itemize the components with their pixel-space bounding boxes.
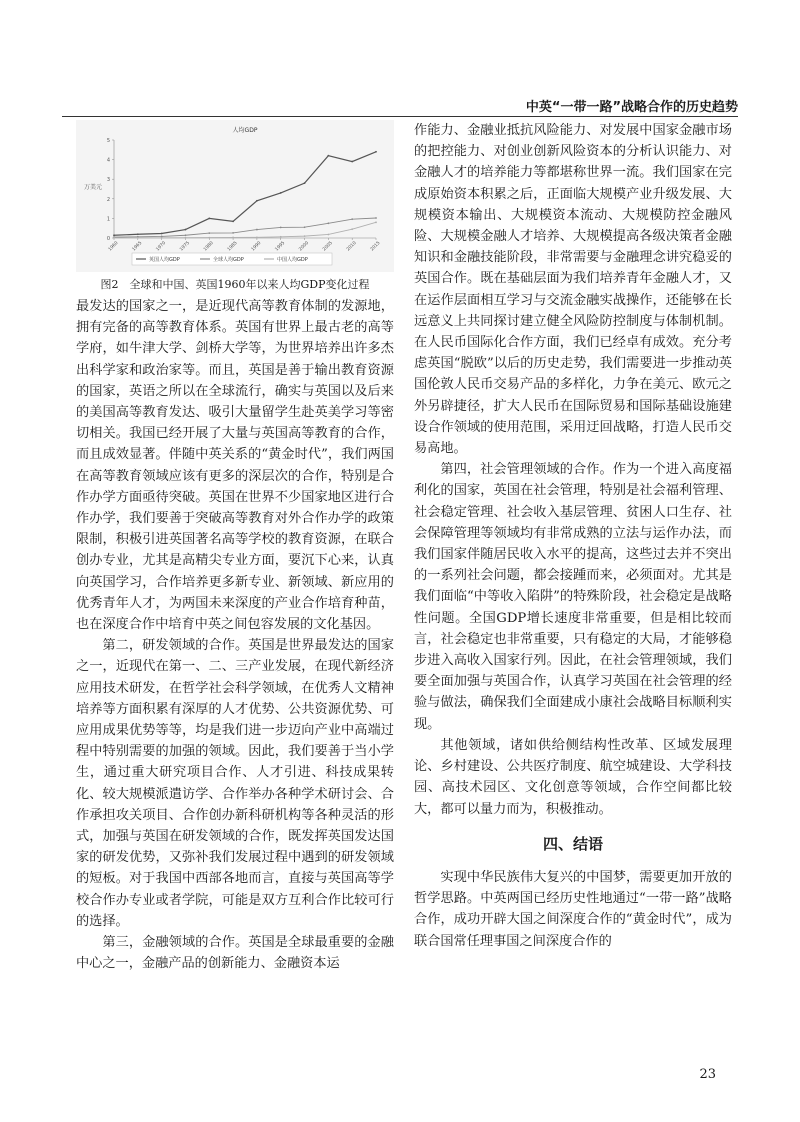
data-point [327,155,329,157]
data-point [208,232,210,234]
data-point [208,218,210,220]
data-point [280,227,282,229]
data-point [351,161,353,163]
page-number: 23 [699,1067,716,1082]
data-point [113,237,115,239]
paragraph: 实现中华民族伟大复兴的中国梦，需要更加开放的哲学思路。中英两国已经历史性地通过“一带一路”战略合作，成功开辟大国之间深度合作的“黄金时代”，成为联合国常任理事国之间深度合作的 [414,869,732,949]
data-point [304,226,306,228]
data-point [232,232,234,234]
x-tick-label: 1995 [274,240,287,253]
data-point [375,217,377,219]
paragraph: 最发达的国家之一，是近现代高等教育体制的发源地，拥有完备的高等教育体系。英国有世界上最古老的高等学府，如牛津大学、剑桥大学等，为世界培养出许多杰出科学家和政治家等。而且，英国是善于输出教育资源的国家，英语之所以在全球流行，确实与英国以及后来的美国高等教育发达、吸引大量留学生赴英美学习等密切相关。我国已经开展了大量与英国高等教育的合作，而且成效显著。伴随中英关系的“黄金时代”，我们两国在高等教育领域应该有更多的深层次的合作，特别是合作办学方面亟待突破。英国在世界不少国家地区进行合作办学，我们要善于突破高等教育对外合作办学的政策限制，积极引进英国著名高等学校的教育资源，在联合创办专业，尤其是高精尖专业方面，要沉下心来，认真向英国学习，合作培养更多新专业、新领域、新应用的优秀青年人才，为两国未来深度的产业合作培育种苗，也在深度合作中培育中英之间包容发展的文化基因。 [76,299,394,633]
paragraph: 其他领域，诸如供给侧结构性改革、区域发展理论、乡村建设、公共医疗制度、航空城建设、大学科技园、高技术园区、文化创意等领域，合作空间都比较大，都可以量力而为，积极推动。 [414,737,732,817]
x-tick-label: 1970 [155,240,168,253]
y-axis-label: 万美元 [84,184,103,191]
x-tick-label: 1975 [179,240,191,253]
data-point [327,234,329,236]
x-tick-label: 1985 [226,240,239,253]
section-heading: 四、结语 [542,834,603,853]
x-tick-label: 2000 [298,240,311,253]
y-tick-label: 1 [106,216,110,223]
y-tick-label: 4 [106,157,110,164]
running-header [62,96,738,117]
right-column [414,120,732,952]
x-tick-label: 2005 [322,240,334,253]
legend-label: 中国人均GDP [277,257,308,263]
x-tick-label: 1965 [131,240,144,253]
left-column [76,120,394,975]
paragraph: 第二，研发领域的合作。英国是世界最发达的国家之一，近现代在第一、二、三产业发展，在现代新经济应用技术研发，在哲学社会科学领域，在优秀人文精神培养等方面积累有深厚的人才优势、公共资源优势、可应用成果优势等等，均是我们进一步迈向产业中高端过程中特别需要的加强的领域。因此，我们要善于当小学生，通过重大研究项目合作、人才引进、科技成果转化、较大规模派遣访学、合作举办各种学术研讨会、合作承担攻关项目、合作创办新科研机构等各种灵活的形式，加强与英国在研发领域的合作，既发挥英国发达国家的研发优势，又弥补我们发展过程中遇到的研发领域的短板。对于我国中西部各地而言，直接与英国高等学校合作办专业或者学院，可能是双方互利合作比较可行的选择。 [76,638,394,929]
paragraph: 第三，金融领域的合作。英国是全球最重要的金融中心之一，金融产品的创新能力、金融资本运 [76,935,394,972]
data-point [208,237,210,239]
x-tick-label: 1980 [203,240,215,253]
header-title: 中英“一带一路”战略合作的历史趋势 [525,100,738,115]
data-point [232,237,234,239]
data-point [113,234,115,236]
x-tick-label: 1960 [107,240,120,253]
paragraph: 作能力、金融业抵抗风险能力、对发展中国家金融市场的把控能力、对创业创新风险资本的分析认识能力、对金融人才的培养能力等都堪称世界一流。我们国家在完成原始资本积累之后，正面临大规模产业升级发展、大规模资本输出、大规模资本流动、大规模防控金融风险、大规模金融人才培养、大规模提高各级决策者金融知识和金融技能阶段，非常需要与金融理念讲究稳妥的英国合作。既在基础层面为我们培养青年金融人才，又在运作层面相互学习与交流金融实战操作，还能够在长远意义上共同探讨建立健全风险防控制度与体制机制。在人民币国际化合作方面，我们已经卓有成效。充分考虑英国“脱欧”以后的历史走势，我们需要进一步推动英国伦敦人民币交易产品的多样化，力争在美元、欧元之外另辟捷径，扩大人民币在国际贸易和国际基础设施建设合作领域的使用范围，采用迂回战略，打造人民币交易高地。 [414,123,732,457]
figure-caption: 图2 全球和中国、英国1960年以来人均GDP变化过程 [100,278,370,291]
legend-label: 全球人均GDP [213,257,244,263]
paragraph: 第四，社会管理领域的合作。作为一个进入高度福利化的国家，英国在社会管理，特别是社会福利管理、社会稳定管理、社会收入基层管理、贫困人口生存、社会保障管理等领域均有非常成熟的立法与运作办法，而我们国家伴随居民收入水平的提高，这些过去并不突出的一系列社会问题，都会接踵而来，必须面对。尤其是我们面临“中等收入陷阱”的特殊阶段，社会稳定是战略性问题。全国GDP增长速度非常重要，但是相比较而言，社会稳定也非常重要，只有稳定的大局，才能够稳步进入高收入国家行列。因此，在社会管理领域，我们要全面加强与英国合作，认真学习英国在社会管理的经验与做法，确保我们全面建成小康社会战略目标顺利实现。 [414,462,732,732]
data-point [375,221,377,223]
data-point [185,229,187,231]
data-point [351,228,353,230]
y-tick-label: 0 [106,236,110,242]
y-tick-label: 2 [106,196,110,203]
data-point [256,229,258,231]
data-point [256,200,258,202]
data-point [280,192,282,194]
gdp-line-chart [76,120,394,272]
data-point [280,236,282,238]
x-tick-label: 1990 [250,240,263,253]
data-point [375,151,377,153]
y-tick-label: 3 [106,177,110,184]
data-point [161,237,163,239]
y-tick-label: 5 [106,138,110,144]
figure-2 [76,120,394,296]
data-point [185,237,187,239]
data-point [351,218,353,220]
data-point [304,235,306,237]
legend-label: 英国人均GDP [149,257,180,263]
data-point [185,234,187,236]
data-point [161,233,163,235]
x-tick-label: 2010 [346,240,358,253]
data-point [137,233,139,235]
x-tick-label: 2015 [369,240,382,253]
data-point [327,222,329,224]
data-point [232,220,234,222]
chart-title: 人均GDP [232,127,258,134]
data-point [304,182,306,184]
data-point [137,237,139,239]
data-point [256,236,258,238]
